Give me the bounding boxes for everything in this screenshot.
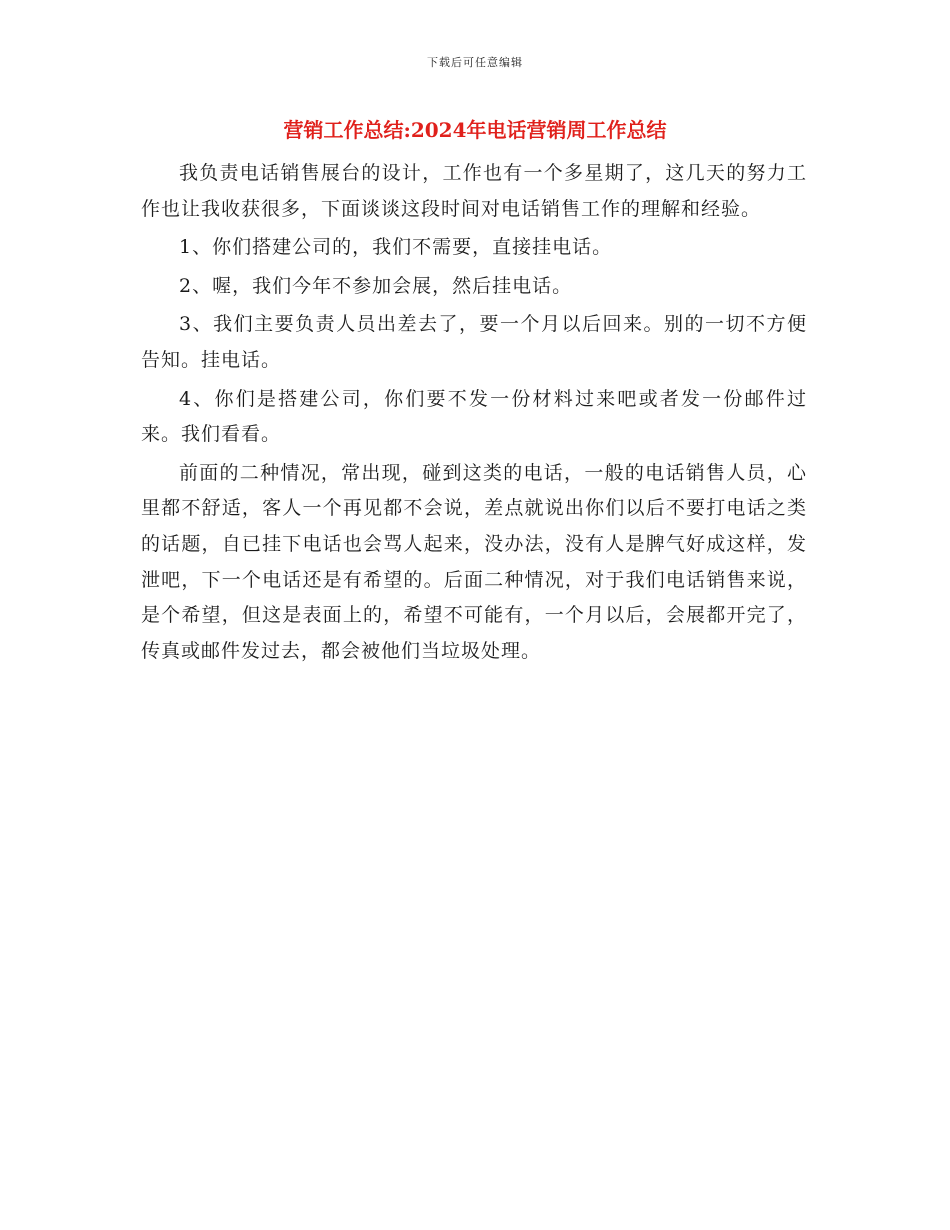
paragraph-case-2: 2、喔，我们今年不参加会展，然后挂电话。 xyxy=(179,274,573,297)
paragraph-intro: 我负责电话销售展台的设计，工作也有一个多星期了，这几天的努力工作也让我收获很多，下面谈谈这段时间对电话销售工作的理解和经验。 xyxy=(141,162,807,220)
document-title: 营销工作总结:2024年电话营销周工作总结 xyxy=(283,118,667,142)
document-body xyxy=(141,156,807,672)
paragraph-case-4: 4、你们是搭建公司，你们要不发一份材料过来吧或者发一份邮件过来。我们看看。 xyxy=(141,387,807,446)
paragraph-case-1: 1、你们搭建公司的，我们不需要，直接挂电话。 xyxy=(179,236,613,259)
paragraph-case-3: 3、我们主要负责人员出差去了，要一个月以后回来。别的一切不方便告知。挂电话。 xyxy=(141,313,807,371)
header-note: 下载后可任意编辑 xyxy=(427,56,523,69)
paragraph-analysis: 前面的二种情况，常出现，碰到这类的电话，一般的电话销售人员，心里都不舒适，客人一个再见都不会说，差点就说出你们以后不要打电话之类的话题，自已挂下电话也会骂人起来，没办法，没有人是脾气好成这样，发泄吧，下一个电话还是有希望的。后面二种情况，对于我们电话销售来说，是个希望，但这是表面上的，希望不可能有，一个月以后，会展都开完了，传真或邮件发过去，都会被他们当垃圾处理。 xyxy=(141,461,807,662)
